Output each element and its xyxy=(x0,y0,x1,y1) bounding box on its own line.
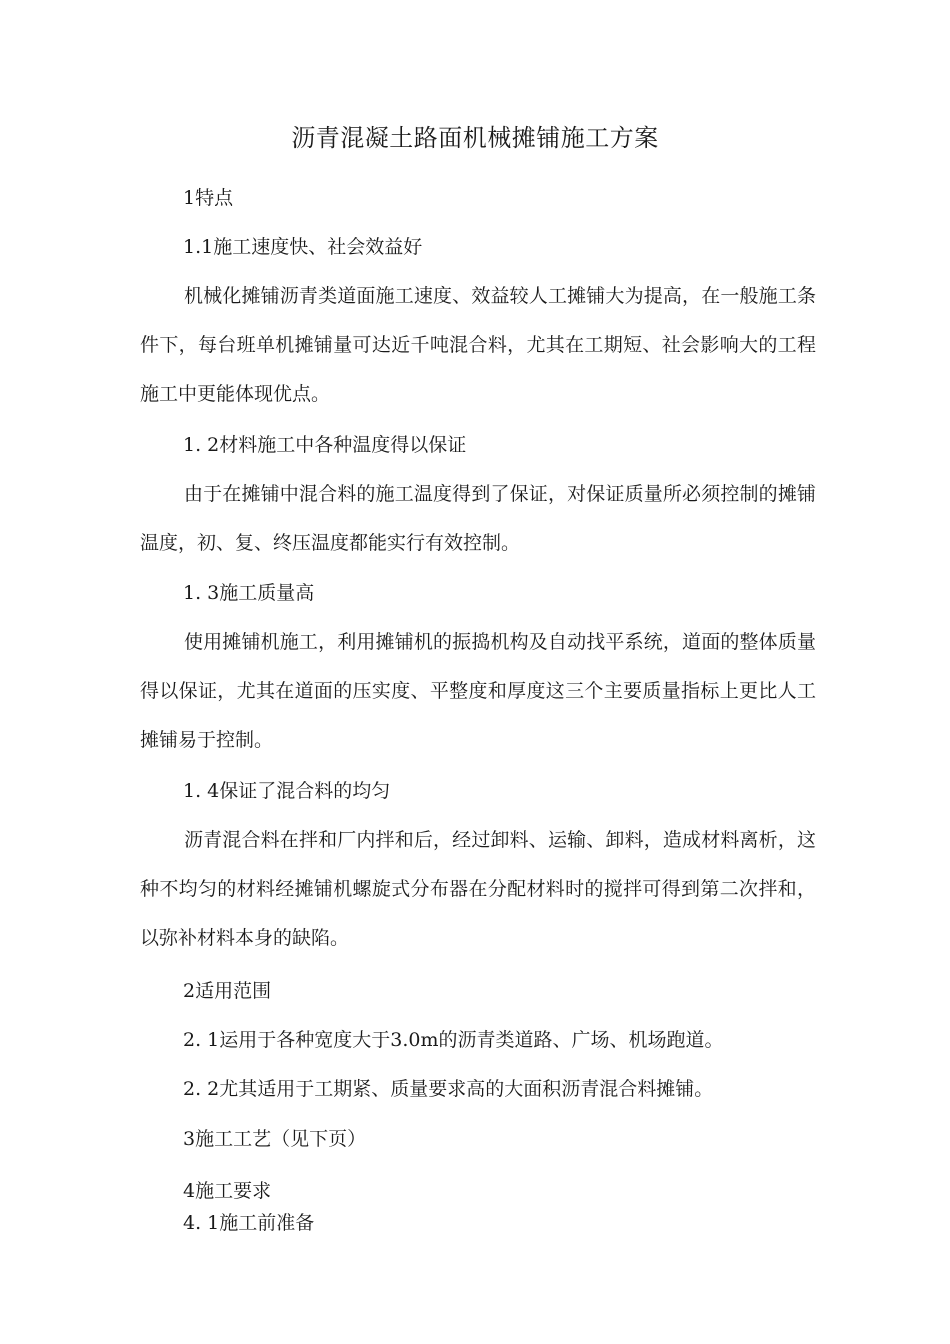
paragraph-1-4: 沥青混合料在拌和厂内拌和后，经过卸料、运输、卸料，造成材料离析，这种不均匀的材料经摊铺机螺旋式分布器在分配材料时的搅拌可得到第二次拌和，以弥补材料本身的缺陷。 xyxy=(140,829,816,949)
paragraph-1-3: 使用摊铺机施工，利用摊铺机的振捣机构及自动找平系统，道面的整体质量得以保证，尤其在道面的压实度、平整度和厚度这三个主要质量指标上更比人工摊铺易于控制。 xyxy=(140,631,816,751)
subsection-heading-1-3: 1. 3施工质量高 xyxy=(183,582,315,604)
paragraph-1-1: 机械化摊铺沥青类道面施工速度、效益较人工摊铺大为提高，在一般施工条件下，每台班单机摊铺量可达近千吨混合料，尤其在工期短、社会影响大的工程施工中更能体现优点。 xyxy=(140,285,816,405)
subsection-heading-1-2: 1. 2材料施工中各种温度得以保证 xyxy=(183,434,467,456)
section-heading-2: 2适用范围 xyxy=(183,980,272,1002)
subsection-heading-4-1: 4. 1施工前准备 xyxy=(183,1212,315,1234)
section-heading-3: 3施工工艺（见下页） xyxy=(183,1128,367,1150)
document-title: 沥青混凝土路面机械摊铺施工方案 xyxy=(291,124,659,152)
subsection-heading-2-2: 2. 2尤其适用于工期紧、质量要求高的大面积沥青混合料摊铺。 xyxy=(183,1078,714,1100)
section-heading-1: 1特点 xyxy=(183,187,234,209)
subsection-heading-1-1: 1.1施工速度快、社会效益好 xyxy=(183,236,423,258)
subsection-heading-2-1: 2. 1运用于各种宽度大于3.0m的沥青类道路、广场、机场跑道。 xyxy=(183,1029,724,1051)
subsection-heading-1-4: 1. 4保证了混合料的均匀 xyxy=(183,780,391,802)
section-heading-4: 4施工要求 xyxy=(183,1180,272,1202)
paragraph-1-2: 由于在摊铺中混合料的施工温度得到了保证，对保证质量所必须控制的摊铺温度，初、复、终压温度都能实行有效控制。 xyxy=(140,483,816,554)
